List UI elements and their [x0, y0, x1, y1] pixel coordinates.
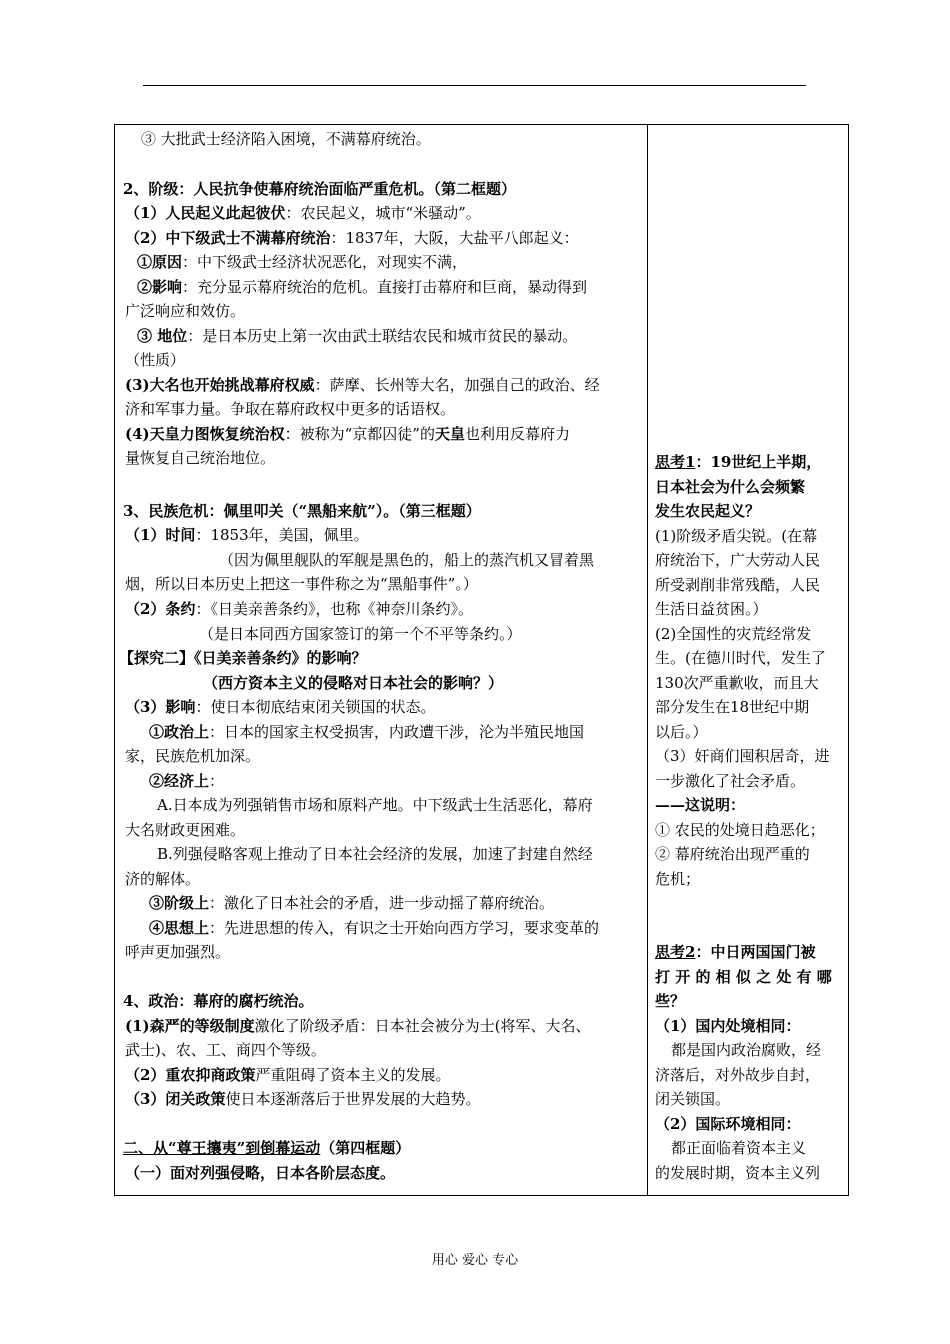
text-line: 以后。）: [655, 723, 708, 741]
text-line: （性质）: [125, 351, 186, 369]
text-line: 日本社会为什么会频繁: [655, 478, 806, 496]
section-3-title: 3、民族危机：佩里叩关（“黑船来航”）。（第三框题）: [123, 502, 481, 520]
text-line: 济的解体。: [125, 870, 201, 888]
text-line: （是日本同西方国家签订的第一个不平等条约。）: [199, 625, 522, 643]
text-line: ④思想上：先进思想的传入，有识之士开始向西方学习，要求变革的: [149, 919, 600, 937]
text-line: (2)全国性的灾荒经常发: [655, 625, 812, 643]
text-line: (3)大名也开始挑战幕府权威：萨摩、长州等大名，加强自己的政治、经: [125, 376, 600, 394]
text-line: ③阶级上：激化了日本社会的矛盾，进一步动摇了幕府统治。: [149, 894, 555, 912]
text-line: 危机；: [655, 870, 701, 888]
text-line: 济落后，对外故步自封，: [655, 1066, 821, 1084]
text-line: （1）国内处境相同：: [655, 1017, 801, 1035]
text-line: 发生农民起义？: [655, 502, 761, 520]
text-line: ③ 大批武士经济陷入困境，不满幕府统治。: [141, 130, 431, 148]
text-line: ① 农民的处境日趋恶化；: [655, 821, 825, 839]
text-line: （3）奸商们囤积居奇，进: [655, 747, 830, 765]
text-line: 部分发生在18世纪中期: [655, 698, 810, 716]
text-line: ② 幕府统治出现严重的: [655, 845, 810, 863]
text-line: ②经济上：: [149, 772, 225, 790]
think-1-question: 思考1：19世纪上半期，: [655, 453, 822, 471]
text-line: 烟，所以日本历史上把这一事件称之为“黑船事件”。）: [125, 575, 478, 593]
content-table: [114, 124, 849, 1196]
text-line: 130次严重歉收，而且大: [655, 674, 819, 692]
text-line: 打 开 的 相 似 之 处 有 哪: [655, 968, 832, 986]
text-line: ①政治上：日本的国家主权受损害，内政遭干涉，沦为半殖民地国: [149, 723, 585, 741]
page-footer: 用心 爱心 专心: [431, 1253, 519, 1268]
text-line: 闭关锁国。: [655, 1090, 731, 1108]
explore-2-subtitle: （西方资本主义的侵略对日本社会的影响？）: [203, 674, 504, 692]
text-line: (1)阶级矛盾尖锐。(在幕: [655, 527, 818, 545]
text-line: 呼声更加强烈。: [125, 943, 231, 961]
text-line: （因为佩里舰队的军舰是黑色的，船上的蒸汽机又冒着黑: [219, 551, 595, 569]
text-line: 量恢复自己统治地位。: [125, 449, 276, 467]
text-line: ③ 地位：是日本历史上第一次由武士联结农民和城市贫民的暴动。: [137, 327, 578, 345]
text-line: (4)天皇力图恢复统治权：被称为“京都囚徒”的天皇也利用反幕府力: [125, 425, 571, 443]
text-line: （3）闭关政策使日本逐渐落后于世界发展的大趋势。: [125, 1090, 481, 1108]
section-4-title: 4、政治：幕府的腐朽统治。: [123, 992, 314, 1010]
text-line: 一步激化了社会矛盾。: [655, 772, 806, 790]
part-2-title: 二、从“尊王攘夷”到倒幕运动（第四框题）: [123, 1139, 411, 1157]
text-line: 都是国内政治腐败，经: [671, 1041, 822, 1059]
text-line: ②影响：充分显示幕府统治的危机。直接打击幕府和巨商，暴动得到: [137, 278, 588, 296]
text-line: （1）时间：1853年，美国，佩里。: [125, 526, 369, 544]
text-line: 的发展时期，资本主义列: [655, 1164, 821, 1182]
text-line: 生活日益贫困。）: [655, 600, 768, 618]
column-divider: [647, 125, 648, 1195]
text-line: （1）人民起义此起彼伏：农民起义，城市“米骚动”。: [125, 204, 481, 222]
text-line: （2）国际环境相同：: [655, 1115, 801, 1133]
text-line: 武士)、农、工、商四个等级。: [125, 1041, 326, 1059]
explore-2-title: 【探究二】《日美亲善条约》的影响？: [119, 649, 367, 667]
text-line: （2）重农抑商政策严重阻碍了资本主义的发展。: [125, 1066, 451, 1084]
header-rule: [143, 85, 806, 86]
section-2-title: 2、阶级：人民抗争使幕府统治面临严重危机。（第二框题）: [123, 180, 516, 198]
text-line: 大名财政更困难。: [125, 821, 246, 839]
text-line: 些？: [655, 992, 686, 1010]
text-line: A.日本成为列强销售市场和原料产地。中下级武士生活恶化，幕府: [157, 796, 593, 814]
text-line: （3）影响：使日本彻底结束闭关锁国的状态。: [125, 698, 436, 716]
text-line: 济和军事力量。争取在幕府政权中更多的话语权。: [125, 400, 456, 418]
text-line: B.列强侵略客观上推动了日本社会经济的发展，加速了封建自然经: [157, 845, 593, 863]
text-line: 生。(在德川时代，发生了: [655, 649, 826, 667]
text-line: （2）中下级武士不满幕府统治：1837年，大阪，大盐平八郎起义：: [125, 229, 579, 247]
text-line: 都正面临着资本主义: [671, 1139, 807, 1157]
part-2-subtitle: （一）面对列强侵略，日本各阶层态度。: [125, 1164, 396, 1182]
text-line: ——这说明：: [655, 796, 746, 814]
text-line: （2）条约：《日美亲善条约》，也称《神奈川条约》。: [125, 600, 473, 618]
text-line: 府统治下，广大劳动人民: [655, 551, 821, 569]
text-line: (1)森严的等级制度激化了阶级矛盾：日本社会被分为士(将军、大名、: [125, 1017, 591, 1035]
text-line: 所受剥削非常残酷，人民: [655, 576, 821, 594]
think-2-question: 思考2：中日两国国门被: [655, 943, 816, 961]
text-line: ①原因：中下级武士经济状况恶化，对现实不满，: [137, 253, 468, 271]
text-line: 家，民族危机加深。: [125, 747, 261, 765]
text-line: 广泛响应和效仿。: [125, 302, 246, 320]
